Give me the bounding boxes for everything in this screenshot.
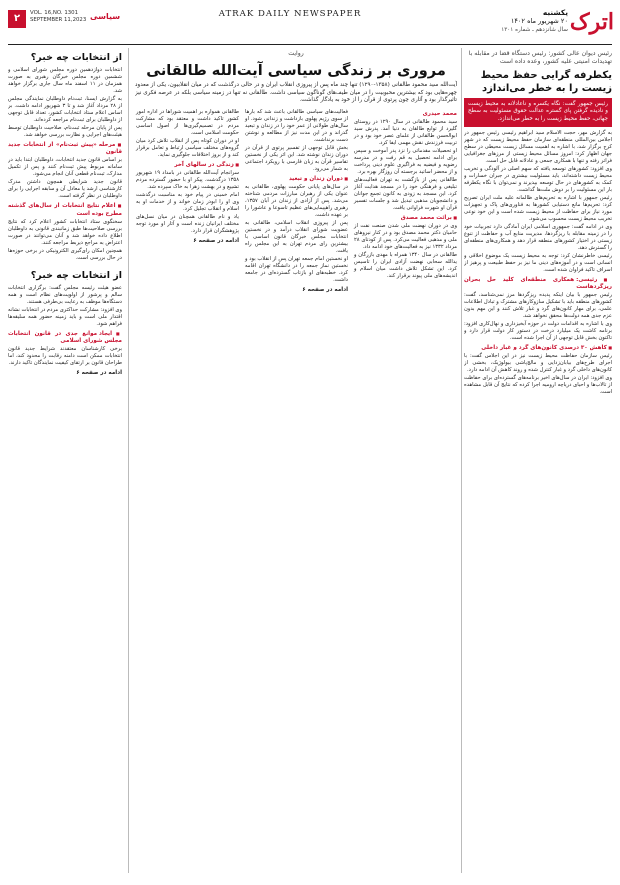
header-rule	[8, 44, 612, 45]
paragraph: رئیس سازمان حفاظت محیط زیست نیز در این اجلاس گفت: با اجرای طرح‌های بیابان‌زدایی و مالچ‌پاشی بیولوژیک، بخشی از کانون‌های داخلی گرد و غبار کنترل شده و روند کاهش آن ادامه دارد.	[464, 353, 612, 374]
paragraph: به گزارش مهر، حجت الاسلام سید ابراهیم رئیسی رئیس جمهور در اجلاس بین‌المللی منطقه‌ای سازمان حفظ محیط زیست که در شهر کرج برگزار شد، با اشاره به اهمیت مسائل زیست محیطی در سطح جهان اظهار کرد: امروز مسائل محیط زیستی از مرزهای جغرافیایی فراتر رفته و تنها با همکاری جمعی و عادلانه قابل حل است.	[464, 129, 612, 164]
paragraph: وی با اشاره به اقدامات دولت در حوزه آبخیزداری و نهال‌کاری افزود: برنامه کاشت یک میلیارد درخت در دستور کار دولت قرار دارد و تاکنون بخش قابل توجهی از آن اجرا شده است.	[464, 321, 612, 341]
story-lead: رئیس جمهور گفت: نگاه یکسره و ناعادلانه به محیط زیست و نادیده گرفتن پای گستره عدالت حقوق مسئولیت به سطح جهانی، حفظ محیط زیست را به خطر می‌اندازد.	[464, 98, 612, 127]
paragraph: سرانجام آیت‌الله طالقانی در بامداد ۱۹ شهریور ۱۳۵۸ درگذشت. پیکر او با حضور گسترده مردم تشییع و در بهشت زهرا به خاک سپرده شد.	[136, 169, 239, 190]
paragraph: طالقانی در سال ۱۳۴۰ همراه با مهدی بازرگان و یدالله سحابی نهضت آزادی ایران را تاسیس کرد. این تشکل تلاش داشت میان اسلام و اندیشه‌های ملی پیوند برقرار کند.	[354, 251, 457, 279]
story-body	[464, 130, 612, 397]
issue-weekday: یکشنبه	[542, 8, 568, 17]
story-body	[8, 285, 122, 377]
page-tab	[8, 10, 128, 38]
paragraph: برخی کارشناسان معتقدند شرایط جدید قانون انتخابات ممکن است دامنه رقابت را محدود کند، اما طراحان قانون بر ارتقای کیفیت نمایندگان تاکید دارند.	[8, 346, 122, 367]
story-headline[interactable]: از انتخابات چه خبر؟	[30, 269, 122, 281]
continue-note[interactable]: ادامه در صفحه ۶	[193, 237, 239, 244]
paragraph: رئیس جمهور با بیان اینکه پدیده ریزگردها مرز نمی‌شناسد، گفت: کشورهای منطقه باید با تشکیل سازوکارهای مشترک و تبادل اطلاعات علمی، برای مهار کانون‌های گرد و غبار تلاش کنند و این مهم بدون عزم جدی همه دولت‌ها محقق نخواهد شد.	[464, 292, 612, 319]
paragraph: سخنگوی ستاد انتخابات کشور اعلام کرد که نتایج بررسی صلاحیت‌ها طبق زمانبندی قانونی به داوطلبان اطلاع داده خواهد شد و آنان می‌توانند در صورت اعتراض به مراجع ذیربط مراجعه کنند.	[8, 218, 122, 246]
story-kicker: رئیس دیوان عالی کشور: رئیس دستگاه قضا در مقابله با تهدیدات امنیتی علیه کشور، وعده داده است	[468, 50, 612, 66]
story-headline[interactable]: از انتخابات چه خبر؟	[30, 52, 122, 63]
subheading: ■ زندگی در سالهای آخر	[136, 161, 239, 169]
author-name: محمد حیدری	[422, 110, 457, 117]
right-column	[464, 48, 612, 873]
continue-note[interactable]: ادامه در صفحه ۶	[76, 370, 122, 377]
issue-date-fa: ۲۰ شهریور ماه ۱۴۰۲	[510, 17, 568, 25]
paragraph: وی در دوران نهضت ملی شدن صنعت نفت از حامیان دکتر محمد مصدق بود و در کنار نیروهای ملی و مذهبی فعالیت می‌کرد. پس از کودتای ۲۸ مرداد ۱۳۳۲ نیز به فعالیت‌های خود ادامه داد.	[354, 222, 457, 250]
main-title[interactable]: مروری بر زندگی سیاسی آیت‌الله طالقانی	[146, 63, 446, 80]
main-column	[354, 109, 457, 294]
left-column	[8, 48, 122, 873]
paragraph: وی افزود: مشارکت حداکثری مردم در انتخابات نشانه اقتدار ملی است و باید زمینه حضور همه سلیقه‌ها فراهم شود.	[8, 306, 122, 327]
paragraph: وی افزود: کشورهای توسعه یافته که سهم اصلی در آلودگی و تخریب محیط زیست داشته‌اند، باید مسئولیت بیشتری در جبران خسارات و کمک به کشورهای در حال توسعه بپذیرند و نمی‌توان با نگاه یکطرفه بار این مسئولیت را بر دوش ملت‌ها گذاشت.	[464, 165, 612, 193]
paragraph: طالقانی همواره بر اهمیت شوراها در اداره امور کشور تاکید داشت و معتقد بود که مشارکت مردم در تصمیم‌گیری‌ها از اصول اساسی حکومت اسلامی است.	[136, 108, 239, 136]
column-divider	[128, 48, 129, 873]
volume-number: VOL. 16,NO. 1301	[30, 10, 79, 16]
paragraph: انتخابات دوازدهمین دوره مجلس شورای اسلامی و ششمین دوره مجلس خبرگان رهبری به صورت همزمان در ۱۱ اسفند ماه سال جاری برگزار خواهد شد.	[8, 67, 122, 94]
paragraph: همچنین امکان رای‌گیری الکترونیکی در برخی حوزه‌ها در حال بررسی است.	[8, 247, 122, 261]
paragraph: پس از پیروزی انقلاب اسلامی، طالقانی به عضویت شورای انقلاب درآمد و در نخستین انتخابات مجلس خبرگان قانون اساسی با بیشترین رای مردم تهران به این مجلس راه یافت.	[245, 219, 348, 254]
story-body	[8, 67, 122, 262]
masthead	[0, 0, 620, 48]
subheading: ■ دوران زندان و تبعید	[245, 175, 348, 183]
story-headline[interactable]: یکطرفه گرایی حفظ محیط زیست را به خطر می‌اندازد	[480, 69, 612, 94]
paragraph: رئیس جمهور با اشاره به تحریم‌های ظالمانه علیه ملت ایران تصریح کرد: تحریم‌ها مانع دستیابی کشورها به فناوری‌های پاک و تجهیزات مورد نیاز برای حفاظت از محیط زیست شده است و این خود نوعی تخریب محیط زیست محسوب می‌شود.	[464, 194, 612, 222]
main-kicker: روایت	[288, 50, 304, 57]
paragraph: فعالیت‌های سیاسی طالقانی باعث شد که بارها از سوی رژیم پهلوی بازداشت و زندانی شود. او سال‌های طولانی از عمر خود را در زندان و تبعید گذراند و در این مدت نیز از مطالعه و نوشتن دست برنداشت.	[245, 108, 348, 143]
subheading: ■ برائت محمد مصدق	[354, 214, 457, 222]
main-lead: آیت‌الله سید محمود طالقانی (۱۳۵۸-۱۲۹۰) تنها چند ماه پس از پیروزی انقلاب ایران و در حالی درگذشت که در میان انقلابیون، یکی از معدود چهره‌هایی بود که بیشترین محبوبیت را در میان طیف‌های گوناگون سیاسی داشت. طالقانی نه تنها در زمینه سیاسی بلکه در عرصه فکری نیز تاثیرگذار بود و آثاری چون پرتوی از قرآن را از خود به یادگار گذاشت.	[135, 82, 457, 104]
paragraph: یاد و نام طالقانی همچنان در میان نسل‌های مختلف ایرانیان زنده است و آثار او مورد توجه پژوهشگران قرار دارد.	[136, 213, 239, 234]
paragraph: وی در ادامه گفت: جمهوری اسلامی ایران آمادگی دارد تجربیات خود را در زمینه مقابله با ریزگردها، مدیریت منابع آب و حفاظت از تنوع زیستی در اختیار کشورهای منطقه قرار دهد و همکاری‌های منطقه‌ای را گسترش دهد.	[464, 223, 612, 251]
issue-info	[501, 8, 568, 35]
page-number: ۲	[8, 10, 26, 28]
subheading: ■ مرحله «پیش ثبت‌نام» از انتخابات جدید قانون	[8, 141, 122, 156]
paragraph: قانون جدید شرایطی همچون داشتن مدرک کارشناسی ارشد یا معادل آن و سابقه اجرایی را برای داوطلبان در نظر گرفته است.	[8, 179, 122, 200]
paragraph: بر اساس قانون جدید انتخابات، داوطلبان ابتدا باید در سامانه مربوط پیش ثبت‌نام کنند و پس از تکمیل مدارک، ثبت‌نام قطعی آنان انجام می‌شود.	[8, 157, 122, 178]
column-divider	[461, 48, 462, 873]
issue-meta: سال شانزدهم ـ شماره ۱۳۰۱	[501, 27, 568, 33]
main-body	[135, 109, 457, 294]
volume-info	[30, 10, 86, 24]
subheading: ■ ایجاد موانع جدی در قانون انتخابات مجلس شورای اسلامی	[8, 330, 122, 345]
paragraph: او تحصیلات مقدماتی را نزد پدر آموخت و سپس برای ادامه تحصیل به قم رفت و در مدرسه رضویه و فیضیه به فراگیری علوم دینی پرداخت و از محضر اساتید برجسته آن روزگار بهره برد.	[354, 147, 457, 175]
paragraph: پس از پایان مرحله ثبت‌نام، صلاحیت داوطلبان توسط هیئت‌های اجرایی و نظارت بررسی خواهد شد.	[8, 125, 122, 138]
paragraph: طالقانی پس از بازگشت به تهران فعالیت‌های تبلیغی و فرهنگی خود را در مسجد هدایت آغاز کرد. این مسجد به زودی به کانون تجمع جوانان و دانشجویان مذهبی تبدیل شد و جلسات تفسیر قرآن او شهرت فراوانی یافت.	[354, 176, 457, 211]
paragraph: بخش قابل توجهی از تفسیر پرتوی از قرآن در دوران زندان نوشته شد. این اثر یکی از نخستین تفاسیر قرآن به زبان فارسی با رویکرد اجتماعی به شمار می‌رود.	[245, 144, 348, 172]
subheading: ■ رئیسی: همکاری منطقه‌ای کلید حل بحران ریزگردهاست	[464, 276, 612, 291]
subheading: ■ کاهش ۳۰ درصدی کانون‌های گرد و غبار داخلی	[464, 344, 612, 352]
paragraph: او در دوران کوتاه پس از انقلاب تلاش کرد میان گروه‌های مختلف سیاسی ارتباط و تعامل برقرار کند و از بروز اختلافات جلوگیری نماید.	[136, 137, 239, 158]
paragraph: سید محمود طالقانی در سال ۱۲۹۰ در روستای گلیرد از توابع طالقان به دنیا آمد. پدرش سید ابوالحسن طالقانی از علمای عصر خود بود و در تربیت فرزندش نقش مهمی ایفا کرد.	[354, 118, 457, 146]
paragraph: او نخستین امام جمعه تهران پس از انقلاب بود و نخستین نماز جمعه را در دانشگاه تهران اقامه کرد. خطبه‌های او بازتاب گسترده‌ای در جامعه داشت.	[245, 255, 348, 283]
paragraph: رئیسی خاطرنشان کرد: توجه به محیط زیست یک موضوع اخلاقی و انسانی است و در آموزه‌های دینی ما نیز بر حفظ طبیعت و پرهیز از اسراف تاکید فراوان شده است.	[464, 252, 612, 273]
paragraph: به گزارش ایسنا، ثبت‌نام داوطلبان نمایندگی مجلس از ۲۸ مرداد آغاز شد و تا ۳ شهریور ادامه داشت. بر اساس اعلام ستاد انتخابات کشور، تعداد قابل توجهی از داوطلبان برای ثبت‌نام مراجعه کرده‌اند.	[8, 96, 122, 123]
subheading: ■ اعلام نتایج انتخابات از سال‌های گذشته مطرح بوده است	[8, 202, 122, 217]
section-name: سیاسی	[90, 12, 121, 21]
main-column	[245, 109, 348, 294]
newspaper-logo[interactable]: اترک	[569, 9, 614, 35]
main-story	[135, 48, 457, 873]
main-column	[136, 109, 239, 294]
paragraph: عضو هیئت رئیسه مجلس گفت: برگزاری انتخابات سالم و پرشور از اولویت‌های نظام است و همه دستگاه‌ها موظف به رعایت بی‌طرفی هستند.	[8, 284, 122, 305]
paragraph: امام خمینی در پیام خود به مناسبت درگذشت وی او را ابوذر زمان خواند و از خدمات او به اسلام و انقلاب تجلیل کرد.	[136, 191, 239, 212]
paragraph: وی افزود: ایران در سال‌های اخیر برنامه‌های گسترده‌ای برای حفاظت از تالاب‌ها و احیای دریاچه ارومیه اجرا کرده که نتایج آن قابل مشاهده است.	[464, 375, 612, 396]
paragraph: در سال‌های پایانی حکومت پهلوی، طالقانی به عنوان یکی از رهبران مبارزات مردمی شناخته می‌شد. پس از آزادی از زندان در آبان ۱۳۵۷، رهبری راهپیمایی‌های عظیم تاسوعا و عاشورا را بر عهده داشت.	[245, 183, 348, 218]
paper-name-en: ATRAK DAILY NEWSPAPER	[218, 9, 362, 19]
date-en: SEPTEMBER 11,2023	[30, 17, 87, 23]
continue-note[interactable]: ادامه در صفحه ۶	[302, 286, 348, 293]
